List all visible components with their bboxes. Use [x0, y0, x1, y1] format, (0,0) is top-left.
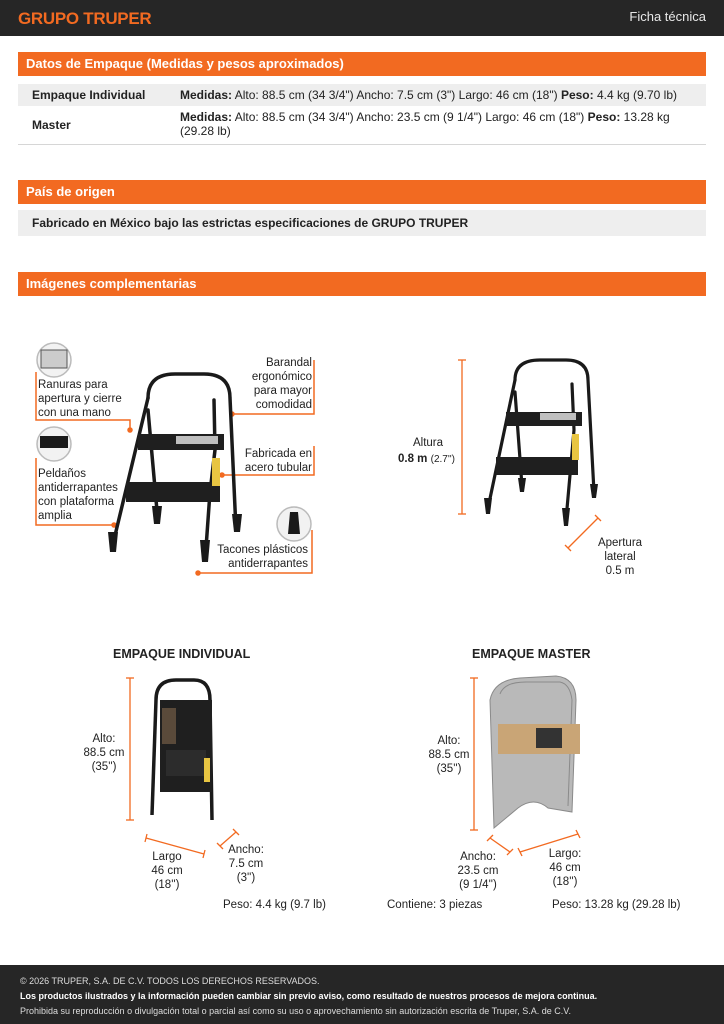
- peso-key: Peso:: [552, 899, 582, 911]
- weight-text: 4.4 kg (9.70 lb): [593, 88, 678, 102]
- individual-largo: Largo 46 cm (18''): [151, 851, 183, 891]
- row-label: Empaque Individual: [32, 88, 146, 102]
- feature-peldanos: Peldaños antiderrapantes con plataforma amplia: [38, 468, 118, 522]
- document-type-label: Ficha técnica: [629, 9, 706, 24]
- individual-alto: Alto: 88.5 cm (35''): [83, 733, 125, 773]
- measures-text: Alto: 88.5 cm (34 3/4") Ancho: 23.5 cm (9 1/4") Largo: 46 cm (18"): [232, 110, 588, 124]
- images-section-title: Imágenes complementarias: [18, 272, 706, 296]
- peso-value: 13.28 kg (29.28 lb): [581, 899, 681, 911]
- altura-label: Altura: [412, 437, 444, 449]
- feature-ranuras: Ranuras para apertura y cierre con una mano: [38, 379, 122, 419]
- truper-logo: GRUPO TRUPER: [18, 9, 152, 28]
- packaging-section-title: Datos de Empaque (Medidas y pesos aproximados): [18, 52, 706, 76]
- individual-peso: [223, 898, 326, 912]
- measures-key: Medidas:: [180, 110, 233, 124]
- master-alto: Alto: 88.5 cm (35''): [428, 735, 470, 775]
- measures-text: Alto: 88.5 cm (34 3/4") Ancho: 7.5 cm (3") Largo: 46 cm (18"): [232, 88, 561, 102]
- footer-copyright: © 2026 TRUPER, S.A. DE C.V. TODOS LOS DERECHOS RESERVADOS.: [20, 976, 320, 986]
- individual-package-title: EMPAQUE INDIVIDUAL: [113, 647, 251, 661]
- master-ancho: Ancho: 23.5 cm (9 1/4''): [457, 851, 499, 891]
- altura-value: 0.8 m: [398, 453, 428, 465]
- master-largo: Largo: 46 cm (18''): [548, 848, 582, 888]
- measures-key: Medidas:: [180, 88, 233, 102]
- origin-text: Fabricado en México bajo las estrictas especificaciones de GRUPO TRUPER: [18, 210, 706, 236]
- footer-prohibition: Prohibida su reproducción o divulgación total o parcial así como su uso o aprovechamiento sin autorización escrita de Truper, S.A. de C.V.: [20, 1006, 571, 1016]
- master-peso: [552, 898, 681, 912]
- altura-imperial: (2.7''): [430, 454, 456, 465]
- weight-key: Peso:: [560, 88, 594, 102]
- origin-section-title: País de origen: [18, 180, 706, 204]
- apertura-lateral: Apertura lateral 0.5 m: [597, 537, 643, 577]
- feature-fabricada: Fabricada en acero tubular: [244, 448, 312, 474]
- contiene-key: Contiene:: [387, 899, 437, 911]
- row-label: Master: [32, 118, 71, 132]
- peso-value: 4.4 kg (9.7 lb): [252, 899, 326, 911]
- master-contiene: [387, 898, 482, 912]
- contiene-value: 3 piezas: [436, 899, 483, 911]
- weight-key: Peso:: [587, 110, 621, 124]
- peso-key: Peso:: [223, 899, 253, 911]
- weight-text: 13.28 kg (29.28 lb): [180, 110, 670, 138]
- footer-notice: Los productos ilustrados y la información pueden cambiar sin previo aviso, como resultado de nuestros procesos de mejora continua.: [20, 991, 598, 1001]
- individual-ancho: Ancho: 7.5 cm (3''): [228, 844, 264, 884]
- feature-tacones: Tacones plásticos antiderrapantes: [217, 544, 308, 570]
- feature-barandal: Barandal ergonómico para mayor comodidad: [251, 357, 312, 411]
- master-package-title: EMPAQUE MASTER: [472, 647, 591, 661]
- footer: [0, 965, 724, 1024]
- altura-value-group: [398, 452, 455, 467]
